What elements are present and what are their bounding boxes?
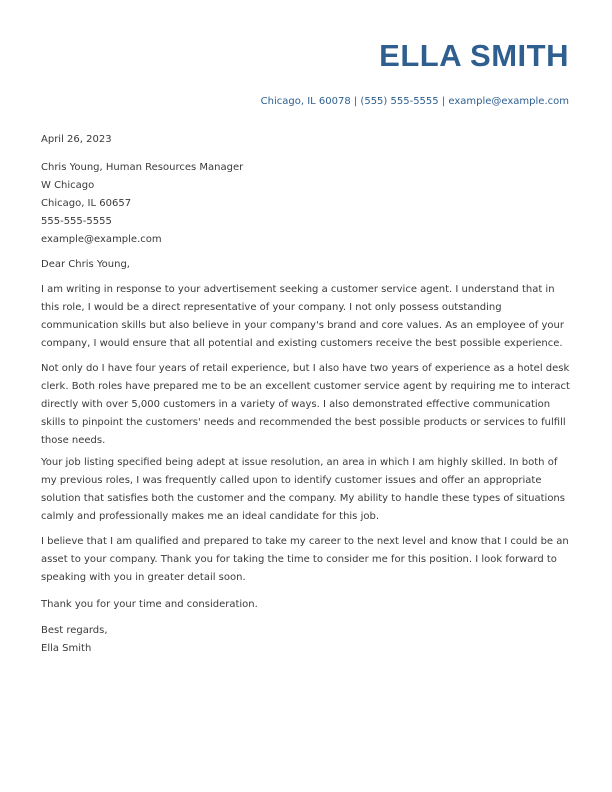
signature-name: Ella Smith — [41, 643, 92, 654]
recipient-city: Chicago, IL 60657 — [41, 198, 132, 209]
body-paragraph-3: Your job listing specified being adept at issue resolution, an area in which I am highly skilled. In both of my previous roles, I was frequently called upon to identify customer issues and offer an appropriate solution that satisfies both the customer and the company. My ability to handle these types of situations calmly and professionally makes me an ideal candidate for this job. — [41, 457, 565, 522]
applicant-name: ELLA SMITH — [379, 38, 569, 73]
closing-phrase: Best regards, — [41, 625, 108, 636]
recipient-email: example@example.com — [41, 234, 162, 245]
recipient-name-title: Chris Young, Human Resources Manager — [41, 162, 244, 173]
recipient-company: W Chicago — [41, 180, 95, 191]
body-paragraph-2: Not only do I have four years of retail experience, but I also have two years of experience as a hotel desk clerk. Both roles have prepared me to be an excellent customer service agent by requiring me to interact directly with over 5,000 customers in a variety of ways. I also demonstrated effective communication skills to pinpoint the customers' needs and recommended the best possible products or services to fulfill those needs. — [41, 363, 570, 446]
contact-info: Chicago, IL 60078 | (555) 555-5555 | example@example.com — [260, 96, 569, 107]
body-paragraph-1: I am writing in response to your advertisement seeking a customer service agent. I understand that in this role, I would be a direct representative of your company. I not only possess outstanding communication skills but also believe in your company's brand and core values. As an employee of your company, I would ensure that all potential and existing customers receive the best possible experience. — [41, 284, 564, 349]
recipient-block — [41, 159, 571, 249]
closing-block — [41, 622, 571, 658]
salutation: Dear Chris Young, — [41, 259, 130, 270]
recipient-phone: 555-555-5555 — [41, 216, 112, 227]
letter-body — [41, 131, 571, 658]
body-paragraph-4: I believe that I am qualified and prepared to take my career to the next level and know that I could be an asset to your company. Thank you for taking the time to consider me for this position. I look forward to speaking with you in greater detail soon. — [41, 536, 569, 583]
thanks-line: Thank you for your time and consideration. — [41, 599, 258, 610]
letter-date: April 26, 2023 — [41, 134, 112, 145]
